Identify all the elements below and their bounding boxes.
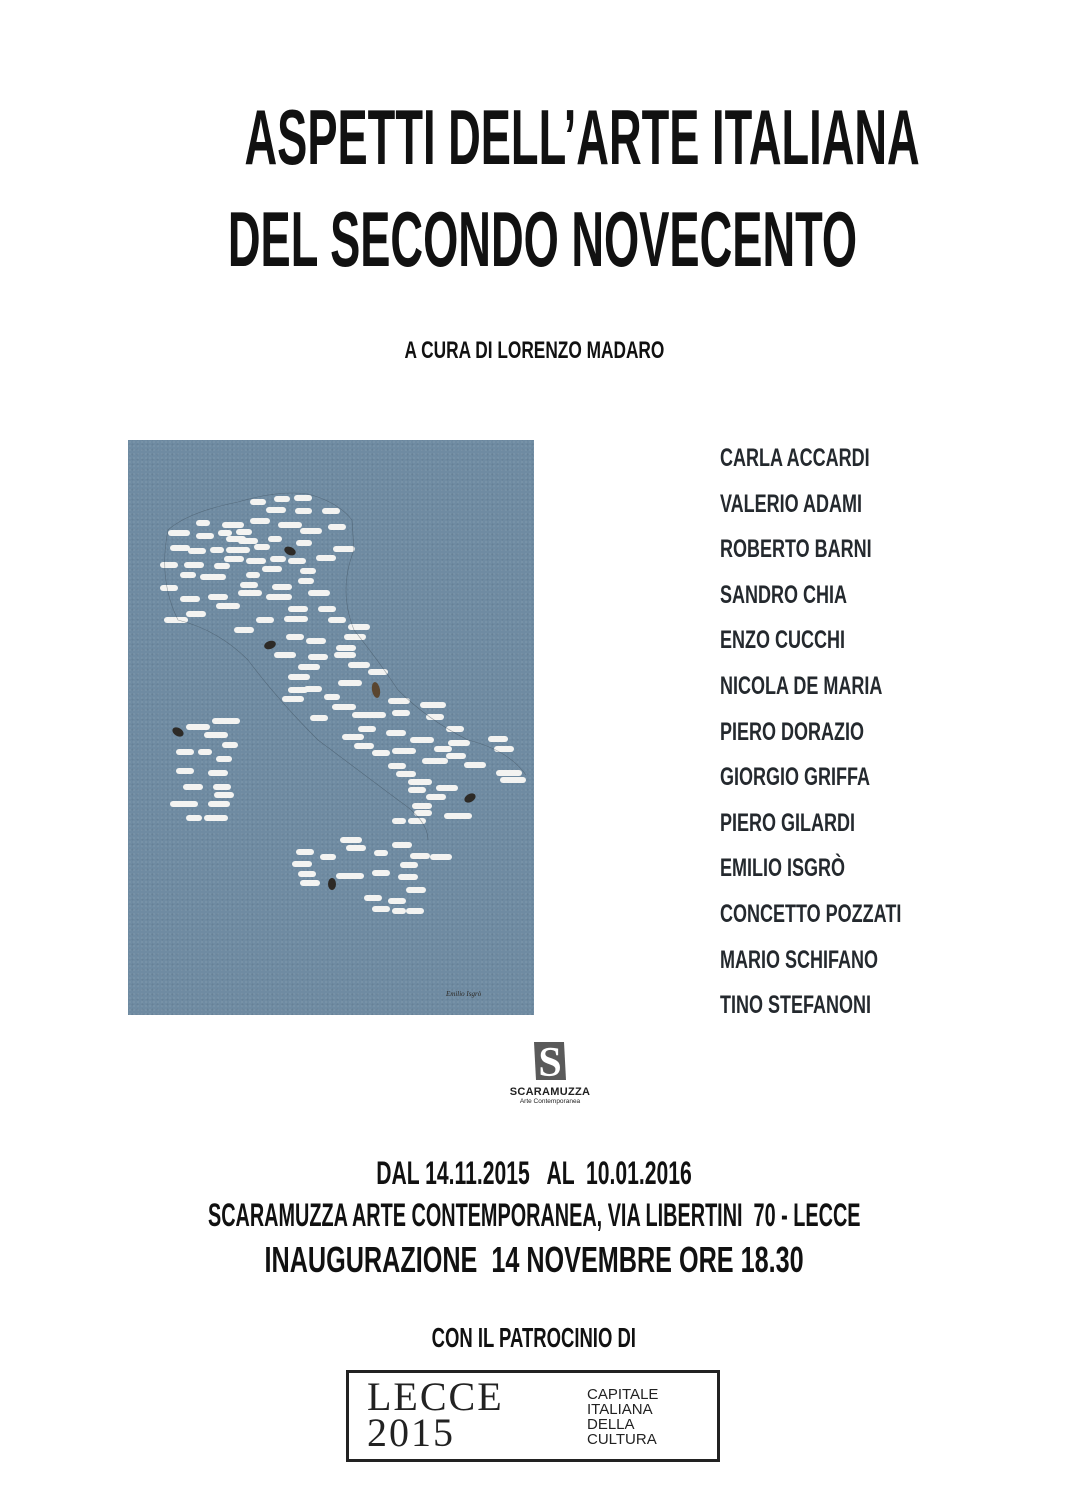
title-line-1 <box>0 92 1068 183</box>
artist-item <box>720 808 972 854</box>
artists-list <box>720 443 972 1036</box>
svg-text:S: S <box>538 1040 562 1082</box>
lecce-text: LECCE <box>367 1374 504 1419</box>
lecce-2015-logo <box>346 1370 720 1462</box>
exhibition-venue <box>0 1197 1068 1234</box>
artwork-image <box>128 440 534 1015</box>
dates-text: DAL 14.11.2015 AL 10.01.2016 <box>376 1155 692 1191</box>
title-text-1: ASPETTI DELL’ARTE ITALIANA <box>244 93 920 181</box>
artist-name: ENZO CUCCHI <box>720 626 845 655</box>
gallery-subtitle: Arte Contemporanea <box>519 1098 581 1105</box>
italy-map-dashes <box>128 440 534 1015</box>
opening-info <box>0 1239 1068 1281</box>
artist-name: VALERIO ADAMI <box>720 489 862 518</box>
artist-name: CARLA ACCARDI <box>720 444 870 472</box>
caption-line: DELLA <box>587 1416 635 1433</box>
artist-item <box>720 671 972 717</box>
artist-name: TINO STEFANONI <box>720 991 872 1020</box>
caption-line: CAPITALE <box>587 1386 659 1403</box>
caption-line: CULTURA <box>587 1431 657 1448</box>
scaramuzza-logo <box>505 1040 595 1126</box>
artist-name: MARIO SCHIFANO <box>720 945 879 974</box>
artist-item <box>720 580 972 626</box>
curator-text: A CURA DI LORENZO MADARO <box>404 337 664 364</box>
lecce-logo-title <box>367 1374 504 1455</box>
artist-name: NICOLA DE MARIA <box>720 671 883 700</box>
artist-item <box>720 990 972 1036</box>
venue-text: SCARAMUZZA ARTE CONTEMPORANEA, VIA LIBERTINI 70 - LECCE <box>207 1197 861 1233</box>
artist-item <box>720 489 972 535</box>
artist-item <box>720 853 972 899</box>
title-line-2 <box>0 194 1068 285</box>
lecce-logo-caption <box>587 1387 658 1447</box>
artist-name: GIORGIO GRIFFA <box>720 763 871 792</box>
artist-name: PIERO GILARDI <box>720 808 856 837</box>
caption-line: ITALIANA <box>587 1401 653 1418</box>
artist-item <box>720 945 972 991</box>
artist-item <box>720 899 972 945</box>
svg-text:Emilio Isgrò: Emilio Isgrò <box>446 990 482 998</box>
artist-name: SANDRO CHIA <box>720 580 848 609</box>
artist-name: PIERO DORAZIO <box>720 717 865 746</box>
s-logo-icon <box>530 1040 570 1082</box>
artist-item <box>720 443 972 489</box>
exhibition-dates <box>0 1155 1068 1192</box>
artist-item <box>720 625 972 671</box>
curator-line <box>0 337 1068 365</box>
year-text: 2015 <box>367 1410 455 1455</box>
patronage-text: CON IL PATROCINIO DI <box>431 1322 637 1353</box>
artist-name: ROBERTO BARNI <box>720 535 872 564</box>
opening-text: INAUGURAZIONE 14 NOVEMBRE ORE 18.30 <box>264 1239 804 1280</box>
gallery-name: SCARAMUZZA <box>509 1086 591 1098</box>
title-text-2: DEL SECONDO NOVECENTO <box>227 195 858 283</box>
artist-item <box>720 534 972 580</box>
patronage-label <box>0 1322 1068 1354</box>
artist-name: EMILIO ISGRÒ <box>720 854 846 883</box>
artist-item <box>720 717 972 763</box>
artist-item <box>720 762 972 808</box>
artist-name: CONCETTO POZZATI <box>720 899 902 928</box>
